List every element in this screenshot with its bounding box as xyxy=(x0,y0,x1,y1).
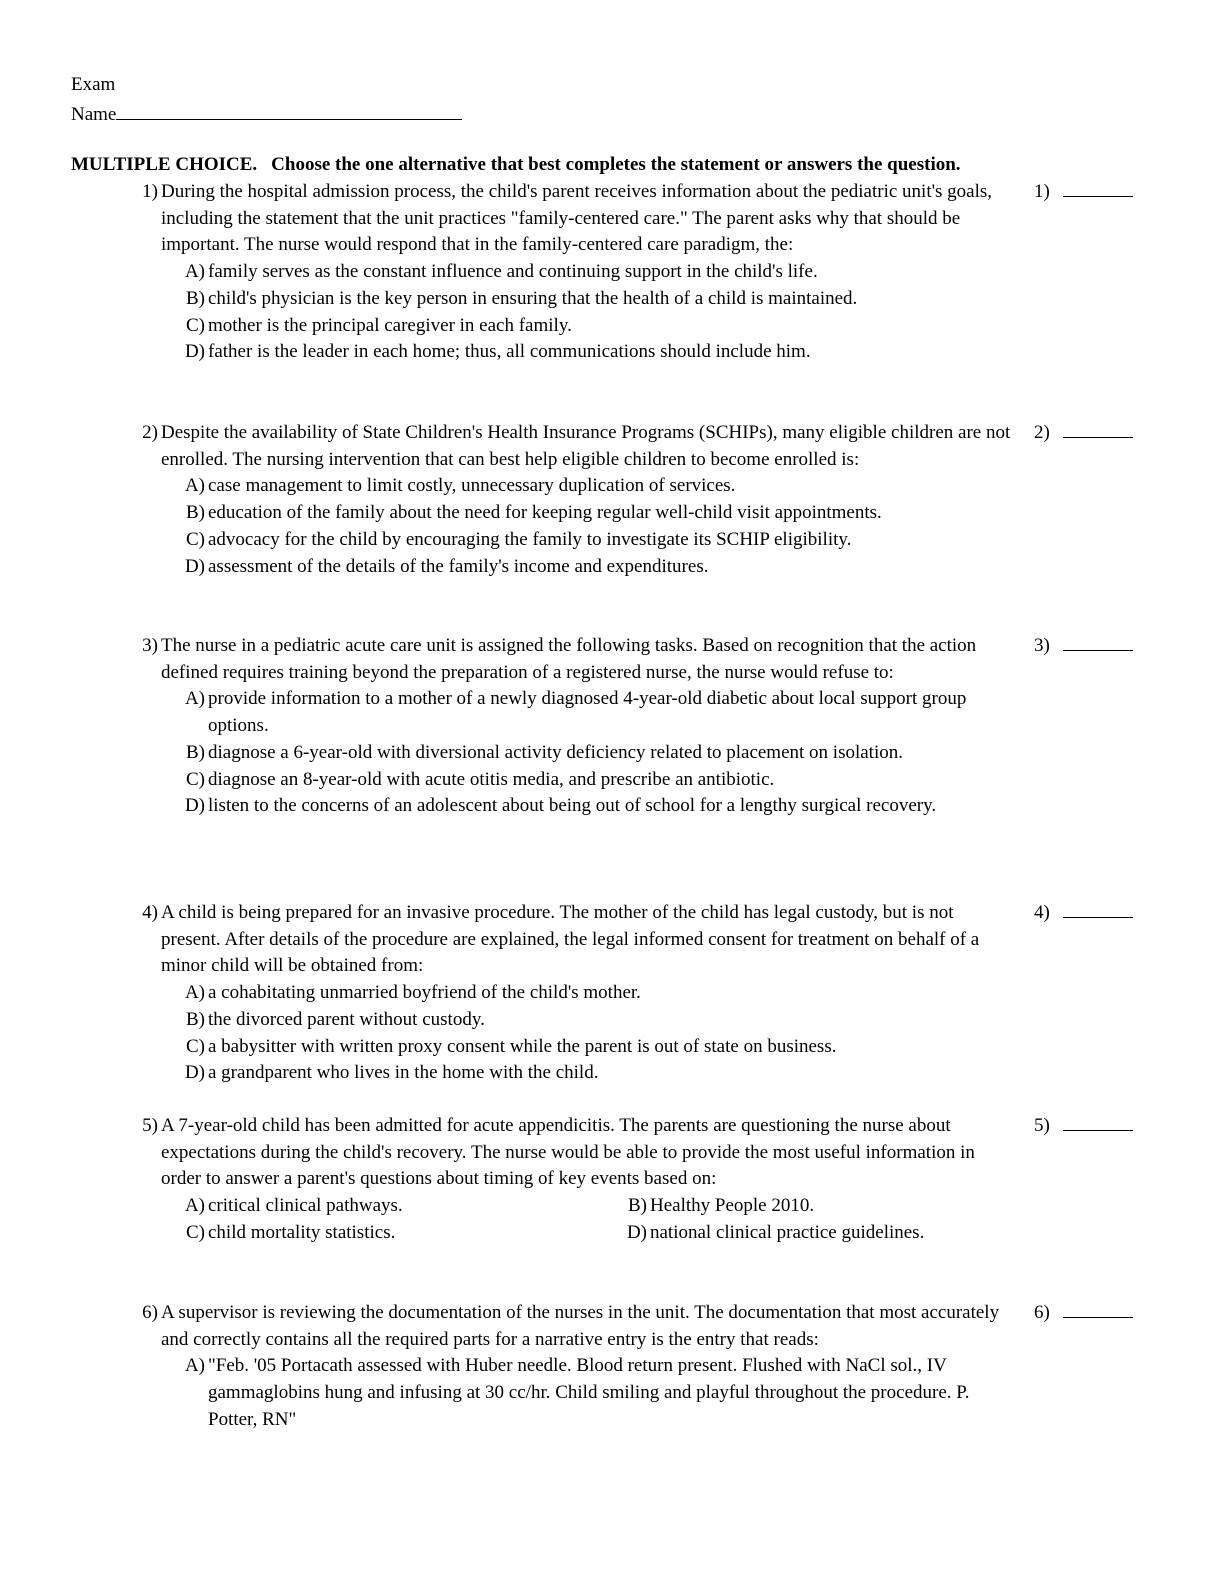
option-d[interactable] xyxy=(161,793,1011,820)
option-letter: D) xyxy=(184,555,205,577)
question-stem: A 7-year-old child has been admitted for acute appendicitis. The parents are questioning the nurse about expectations during the child's recovery. The nurse would be able to provide the most useful information in order to answer a parent's questions about timing of key events based on: xyxy=(161,1115,975,1190)
question-1 xyxy=(0,179,1224,366)
option-text: case management to limit costly, unnecessary duplication of services. xyxy=(208,475,736,497)
option-b[interactable] xyxy=(161,740,1011,767)
option-d[interactable] xyxy=(161,339,1011,366)
option-c[interactable] xyxy=(161,1034,1011,1061)
option-text: child's physician is the key person in ensuring that the health of a child is maintained. xyxy=(208,287,858,309)
answer-number: 3) xyxy=(1034,635,1050,656)
option-letter: B) xyxy=(186,502,205,524)
answer-slot xyxy=(1034,1300,1133,1327)
option-text: the divorced parent without custody. xyxy=(208,1008,485,1030)
option-text: a grandparent who lives in the home with the child. xyxy=(208,1062,599,1084)
option-text: education of the family about the need for keeping regular well-child visit appointments. xyxy=(208,502,882,524)
option-c[interactable] xyxy=(161,767,1011,794)
option-text: father is the leader in each home; thus, all communications should include him. xyxy=(208,341,811,363)
answer-blank[interactable] xyxy=(1063,1301,1133,1318)
option-letter: D) xyxy=(184,795,205,817)
answer-blank[interactable] xyxy=(1063,421,1133,438)
option-letter: C) xyxy=(186,1035,205,1057)
option-b[interactable] xyxy=(161,286,1011,313)
answer-number: 4) xyxy=(1034,902,1050,923)
answer-number: 5) xyxy=(1034,1115,1050,1136)
option-d[interactable] xyxy=(161,1060,1011,1087)
question-number: 3) xyxy=(142,635,158,656)
answer-slot xyxy=(1034,1113,1133,1140)
answer-number: 6) xyxy=(1034,1302,1050,1323)
answer-slot xyxy=(1034,420,1133,447)
question-stem: Despite the availability of State Children's Health Insurance Programs (SCHIPs), many eligible children are not enrolled. The nursing intervention that can best help eligible children to become enrolled is: xyxy=(161,422,1011,470)
option-letter: A) xyxy=(184,1355,205,1377)
option-letter: A) xyxy=(184,261,205,283)
instructions-text: Choose the one alternative that best completes the statement or answers the question. xyxy=(271,154,961,175)
option-text: national clinical practice guidelines. xyxy=(650,1221,925,1243)
name-blank[interactable] xyxy=(116,99,462,120)
option-text: provide information to a mother of a newly diagnosed 4-year-old diabetic about local support group options. xyxy=(208,688,967,737)
option-letter: B) xyxy=(186,287,205,309)
option-text: diagnose a 6-year-old with diversional activity deficiency related to placement on isolation. xyxy=(208,741,903,763)
option-a[interactable] xyxy=(161,686,1011,739)
exam-label: Exam xyxy=(71,74,116,95)
option-letter: D) xyxy=(626,1221,647,1243)
option-text: "Feb. '05 Portacath assessed with Huber needle. Blood return present. Flushed with NaCl sol., IV gammaglobins hung and infusing at 30 cc/hr. Child smiling and playful throughout the procedure. P. Potter, RN" xyxy=(208,1355,970,1430)
answer-slot xyxy=(1034,179,1133,206)
option-text: diagnose an 8-year-old with acute otitis media, and prescribe an antibiotic. xyxy=(208,768,775,790)
option-text: a cohabitating unmarried boyfriend of the child's mother. xyxy=(208,982,641,1004)
option-letter: C) xyxy=(186,314,205,336)
option-text: critical clinical pathways. xyxy=(208,1195,403,1217)
option-text: a babysitter with written proxy consent while the parent is out of state on business. xyxy=(208,1035,837,1057)
answer-blank[interactable] xyxy=(1063,1114,1133,1131)
question-number: 5) xyxy=(142,1115,158,1136)
question-6 xyxy=(0,1300,1224,1434)
option-letter: B) xyxy=(628,1195,647,1217)
name-row xyxy=(71,99,462,129)
option-c[interactable] xyxy=(161,527,1011,554)
question-stem: A child is being prepared for an invasive procedure. The mother of the child has legal custody, but is not present. After details of the procedure are explained, the legal informed consent for treatment on behalf of a minor child will be obtained from: xyxy=(161,902,980,977)
instructions-title: MULTIPLE CHOICE. xyxy=(71,154,258,175)
question-5 xyxy=(0,1113,1224,1247)
option-a[interactable] xyxy=(161,1193,603,1220)
answer-number: 2) xyxy=(1034,422,1050,443)
option-text: child mortality statistics. xyxy=(208,1221,396,1243)
option-text: advocacy for the child by encouraging the family to investigate its SCHIP eligibility. xyxy=(208,528,852,550)
option-c[interactable] xyxy=(161,1220,603,1247)
option-letter: A) xyxy=(184,982,205,1004)
question-number: 2) xyxy=(142,422,158,443)
option-text: listen to the concerns of an adolescent about being out of school for a lengthy surgical recovery. xyxy=(208,795,937,817)
option-b[interactable] xyxy=(161,1007,1011,1034)
question-stem: During the hospital admission process, the child's parent receives information about the pediatric unit's goals, including the statement that the unit practices "family-centered care." The parent asks why that should be important. The nurse would respond that in the family-centered care paradigm, the: xyxy=(161,181,993,256)
option-letter: D) xyxy=(184,1062,205,1084)
question-number: 1) xyxy=(142,181,158,202)
option-c[interactable] xyxy=(161,313,1011,340)
option-letter: D) xyxy=(184,341,205,363)
option-letter: C) xyxy=(186,1221,205,1243)
option-letter: B) xyxy=(186,1008,205,1030)
option-b[interactable] xyxy=(603,1193,1011,1220)
option-letter: A) xyxy=(184,688,205,710)
instructions xyxy=(71,152,961,179)
option-a[interactable] xyxy=(161,1353,1011,1433)
question-stem: The nurse in a pediatric acute care unit is assigned the following tasks. Based on recognition that the action defined requires training beyond the preparation of a registered nurse, the nurse would refuse to: xyxy=(161,635,977,683)
answer-blank[interactable] xyxy=(1063,901,1133,918)
option-a[interactable] xyxy=(161,259,1011,286)
answer-slot xyxy=(1034,633,1133,660)
question-3 xyxy=(0,633,1224,820)
option-letter: C) xyxy=(186,768,205,790)
name-label: Name xyxy=(71,104,117,125)
answer-number: 1) xyxy=(1034,181,1050,202)
question-2 xyxy=(0,420,1224,580)
option-text: family serves as the constant influence and continuing support in the child's life. xyxy=(208,261,818,283)
option-text: Healthy People 2010. xyxy=(650,1195,815,1217)
option-d[interactable] xyxy=(603,1220,1011,1247)
answer-blank[interactable] xyxy=(1063,634,1133,651)
option-text: assessment of the details of the family's income and expenditures. xyxy=(208,555,709,577)
option-letter: A) xyxy=(184,1195,205,1217)
question-4 xyxy=(0,900,1224,1087)
option-text: mother is the principal caregiver in each family. xyxy=(208,314,572,336)
question-stem: A supervisor is reviewing the documentation of the nurses in the unit. The documentation that most accurately and correctly contains all the required parts for a narrative entry is the entry that reads: xyxy=(161,1302,1000,1350)
question-number: 4) xyxy=(142,902,158,923)
option-grid xyxy=(161,1193,1011,1246)
option-d[interactable] xyxy=(161,554,1011,581)
option-a[interactable] xyxy=(161,980,1011,1007)
option-letter: C) xyxy=(186,528,205,550)
option-letter: B) xyxy=(186,741,205,763)
option-a[interactable] xyxy=(161,473,1011,500)
question-number: 6) xyxy=(142,1302,158,1323)
answer-blank[interactable] xyxy=(1063,180,1133,197)
answer-slot xyxy=(1034,900,1133,927)
option-letter: A) xyxy=(184,475,205,497)
option-b[interactable] xyxy=(161,500,1011,527)
